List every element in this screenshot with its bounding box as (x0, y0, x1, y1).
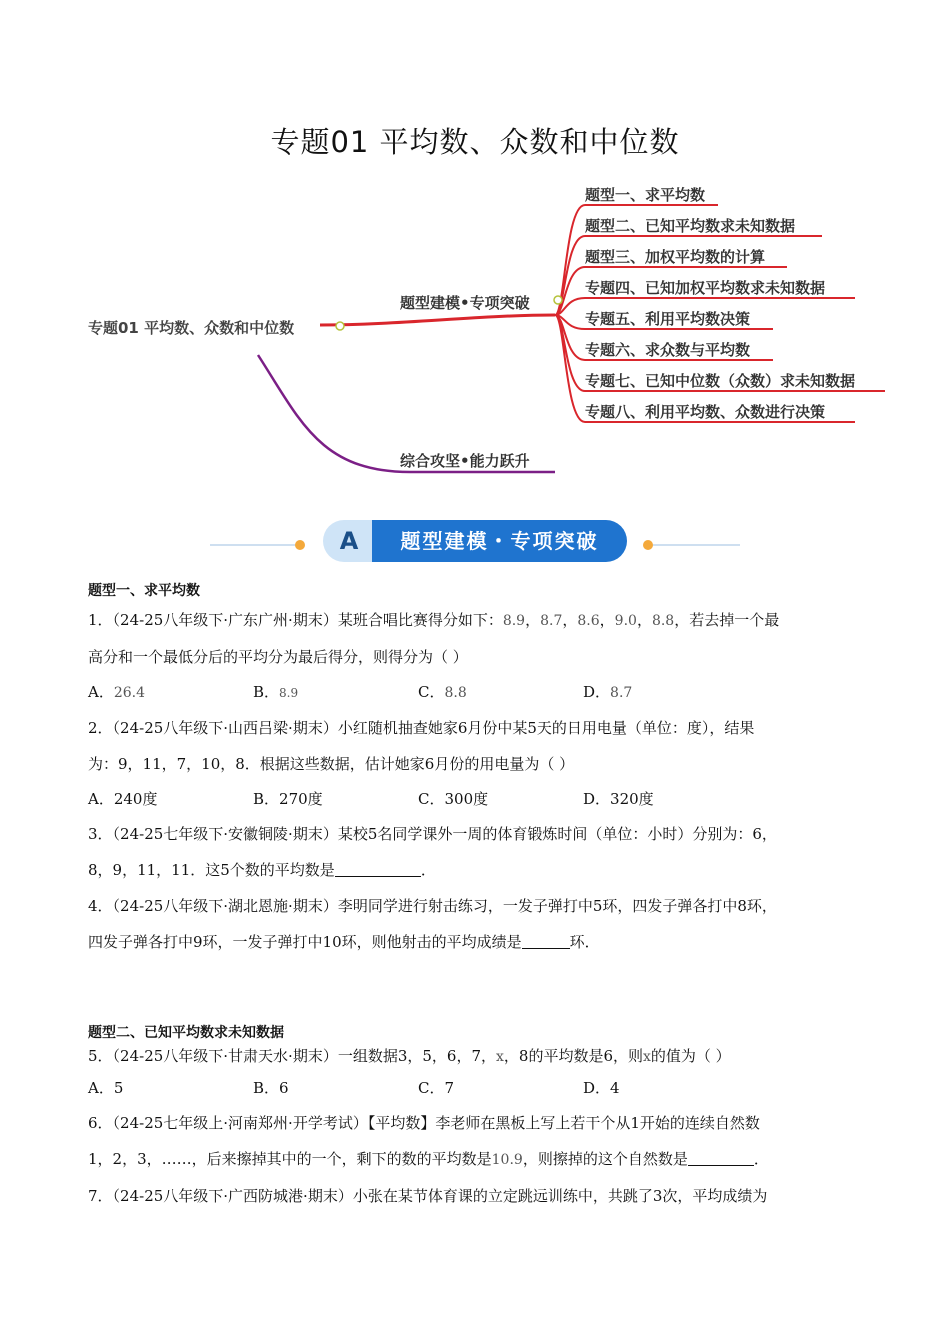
mindmap-item: 专题八、利用平均数、众数进行决策 (585, 403, 826, 421)
question-5-options (88, 1071, 868, 1105)
option-d[interactable]: D．320度 (583, 790, 654, 808)
section-heading: 题型一、求平均数 (88, 583, 200, 599)
question-content (88, 580, 868, 1214)
question-2: 2．（24-25八年级下·山西吕梁·期末）小红随机抽查她家6月份中某5天的日用电量（单位：度），结果 (88, 719, 755, 737)
banner-letter: A (323, 520, 375, 562)
mindmap-lines (0, 0, 950, 500)
mindmap-item: 专题五、利用平均数决策 (585, 310, 751, 328)
mindmap-node-dot (336, 322, 344, 330)
question-3: 3．（24-25七年级下·安徽铜陵·期末）某校5名同学课外一周的体育锻炼时间（单位：小时）分别为：6， (88, 825, 777, 843)
mindmap-item: 题型二、已知平均数求未知数据 (585, 217, 796, 235)
question-4-line2: 四发子弹各打中9环，一发子弹打中10环，则他射击的平均成绩是 环． (88, 933, 600, 951)
option-c[interactable]: C．7 (418, 1079, 455, 1097)
option-a[interactable]: A．5 (88, 1079, 124, 1097)
option-c[interactable]: C．8.8 (418, 683, 467, 701)
mindmap-item: 专题六、求众数与平均数 (585, 341, 751, 359)
question-6-line2: 1，2，3，……，后来擦掉其中的一个，剩下的数的平均数是10.9，则擦掉的这个自然数是 ． (88, 1150, 769, 1168)
answer-blank[interactable] (688, 1150, 754, 1166)
option-d[interactable]: D．8.7 (583, 683, 633, 701)
option-b[interactable]: B．270度 (253, 790, 323, 808)
question-2-line2: 为：9，11，7，10，8．根据这些数据，估计她家6月份的用电量为（ ） (88, 755, 575, 773)
banner-title: 题型建模・专项突破 (372, 520, 627, 562)
question-7: 7．（24-25八年级下·广西防城港·期末）小张在某节体育课的立定跳远训练中，共跳了3次，平均成绩为 (88, 1187, 768, 1205)
mindmap-node-dot (554, 296, 562, 304)
question-4: 4．（24-25八年级下·湖北恩施·期末）李明同学进行射击练习，一发子弹打中5环，四发子弹各打中8环， (88, 897, 777, 915)
answer-blank[interactable] (335, 861, 421, 877)
mindmap-root-line (320, 315, 555, 325)
section-heading: 题型二、已知平均数求未知数据 (88, 1025, 284, 1041)
mindmap-branch-1: 题型建模•专项突破 (400, 294, 530, 312)
page-title: 专题01 平均数、众数和中位数 (270, 125, 680, 159)
option-a[interactable]: A．240度 (88, 790, 158, 808)
mindmap-item: 题型一、求平均数 (585, 186, 706, 204)
question-1-options (88, 675, 868, 710)
mindmap-branch-2: 综合攻坚•能力跃升 (400, 452, 530, 470)
mindmap-root: 专题01 平均数、众数和中位数 (88, 319, 295, 337)
question-5: 5．（24-25八年级下·甘肃天水·期末）一组数据3，5，6，7，x，8的平均数是6，则x的值为（ ） (88, 1047, 731, 1065)
question-1: 1．（24-25八年级下·广东广州·期末）某班合唱比赛得分如下：8.9，8.7，8.6，9.0，8.8，若去掉一个最 (88, 611, 780, 629)
option-d[interactable]: D．4 (583, 1079, 620, 1097)
question-1-line2: 高分和一个最低分后的平均分为最后得分，则得分为（ ） (88, 648, 468, 666)
question-2-options (88, 782, 868, 816)
mindmap-item: 专题四、已知加权平均数求未知数据 (585, 279, 826, 297)
answer-blank[interactable] (522, 933, 570, 949)
option-b[interactable]: B．8.9 (253, 683, 299, 701)
question-3-line2: 8，9，11，11．这5个数的平均数是 ． (88, 861, 436, 879)
question-6: 6．（24-25七年级上·河南郑州·开学考试）【平均数】李老师在黑板上写上若干个从1开始的连续自然数 (88, 1114, 760, 1132)
mindmap-item: 专题七、已知中位数（众数）求未知数据 (585, 372, 856, 390)
mindmap-item: 题型三、加权平均数的计算 (585, 248, 766, 266)
option-a[interactable]: A．26.4 (88, 683, 146, 701)
option-c[interactable]: C．300度 (418, 790, 489, 808)
option-b[interactable]: B．6 (253, 1079, 289, 1097)
